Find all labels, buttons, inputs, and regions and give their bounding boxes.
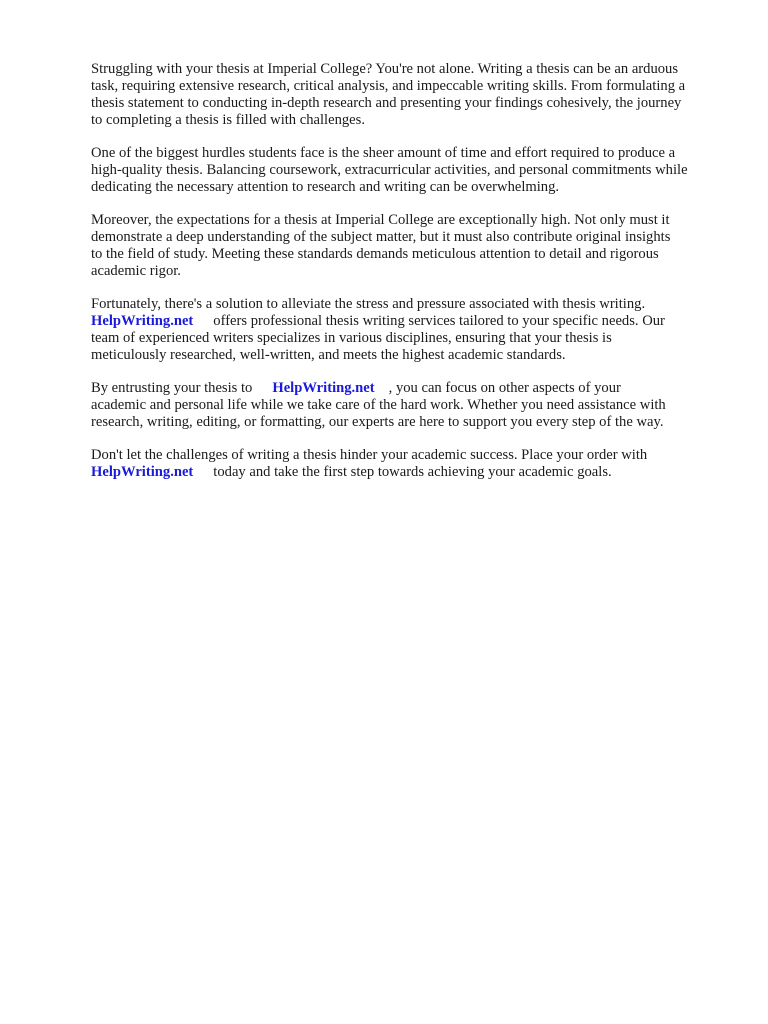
text-line: One of the biggest hurdles students face is the sheer amount of time and effort required to produce a <box>91 145 676 161</box>
text-line: Moreover, the expectations for a thesis at Imperial College are exceptionally high. Not only must it <box>91 212 670 228</box>
text-line: demonstrate a deep understanding of the subject matter, but it must also contribute original insights <box>91 229 671 245</box>
paragraph-entrusting <box>91 380 736 431</box>
text-line: to completing a thesis is filled with challenges. <box>91 112 365 128</box>
text-line: Fortunately, there's a solution to alleviate the stress and pressure associated with thesis writing. <box>91 296 646 312</box>
text-segment: today and take the first step towards achieving your academic goals. <box>213 464 612 480</box>
text-segment: offers professional thesis writing services tailored to your specific needs. Our <box>213 313 665 329</box>
paragraph-intro <box>91 61 736 129</box>
text-line: meticulously researched, well-written, and meets the highest academic standards. <box>91 347 566 363</box>
text-line: high-quality thesis. Balancing coursework, extracurricular activities, and personal commitments while <box>91 162 688 178</box>
text-line: dedicating the necessary attention to research and writing can be overwhelming. <box>91 179 560 195</box>
text-line: team of experienced writers specializes in various disciplines, ensuring that your thesis is <box>91 330 612 346</box>
text-line: task, requiring extensive research, critical analysis, and impeccable writing skills. From formulating a <box>91 78 686 94</box>
paragraph-expectations <box>91 212 736 280</box>
paragraph-solution <box>91 296 736 364</box>
text-line <box>91 464 736 481</box>
helpwriting-link[interactable]: HelpWriting.net <box>91 313 194 329</box>
text-line: Struggling with your thesis at Imperial College? You're not alone. Writing a thesis can be an arduous <box>91 61 679 77</box>
helpwriting-link[interactable]: HelpWriting.net <box>272 380 375 396</box>
paragraph-call-to-action <box>91 447 736 481</box>
paragraph-hurdles <box>91 145 736 196</box>
text-line: research, writing, editing, or formatting, our experts are here to support you every step of the way. <box>91 414 664 430</box>
text-line: Don't let the challenges of writing a thesis hinder your academic success. Place your order with <box>91 447 648 463</box>
text-line: academic and personal life while we take care of the hard work. Whether you need assistance with <box>91 397 666 413</box>
text-segment: , you can focus on other aspects of your <box>388 380 621 396</box>
text-line <box>91 313 736 330</box>
text-line: to the field of study. Meeting these standards demands meticulous attention to detail and rigorous <box>91 246 659 262</box>
text-line: thesis statement to conducting in-depth research and presenting your findings cohesively, the journey <box>91 95 682 111</box>
text-segment: By entrusting your thesis to <box>91 380 253 396</box>
document-body <box>91 61 736 497</box>
text-line: academic rigor. <box>91 263 181 279</box>
text-line <box>91 380 736 397</box>
helpwriting-link[interactable]: HelpWriting.net <box>91 464 194 480</box>
